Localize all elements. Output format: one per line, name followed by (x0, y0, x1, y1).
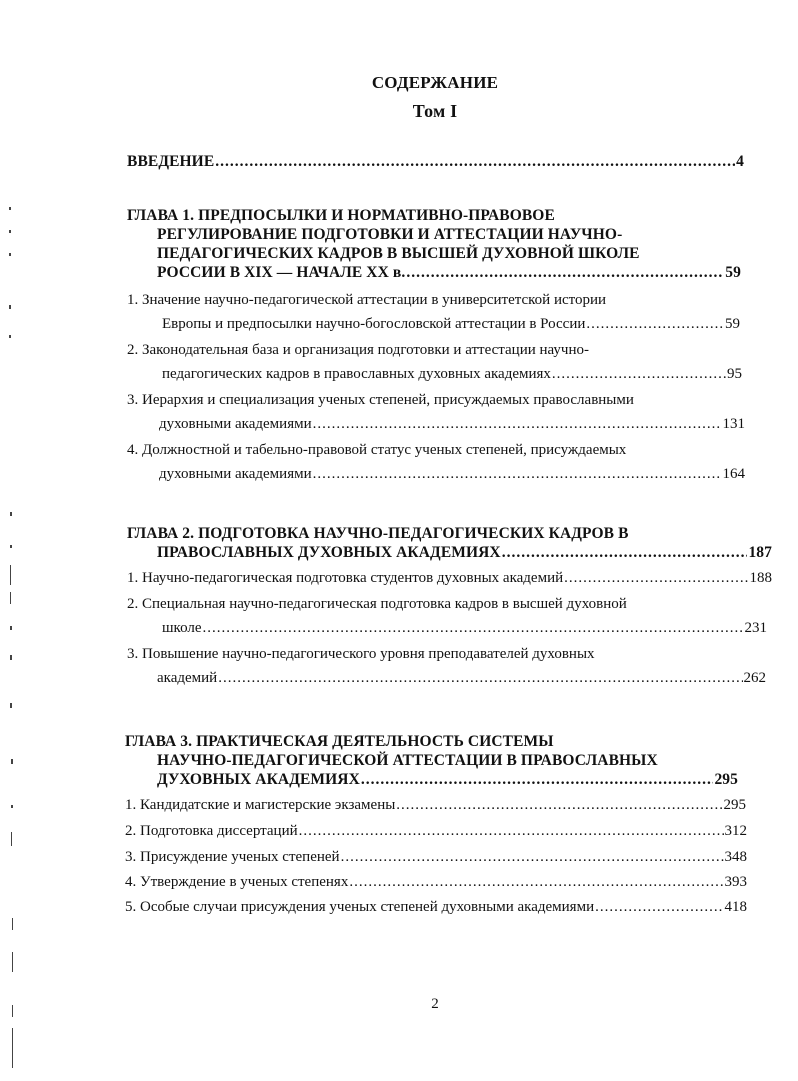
dot-leader (586, 316, 724, 333)
chapter-1-title-line: ПЕДАГОГИЧЕСКИХ КАДРОВ В ВЫСШЕЙ ДУХОВНОЙ ШКОЛЕ (157, 245, 640, 262)
section-title: академий (157, 670, 218, 686)
dot-leader (341, 849, 724, 866)
toc-entry-chapter-3[interactable] (157, 771, 738, 789)
chapter-3-title-line: ГЛАВА 3. ПРАКТИЧЕСКАЯ ДЕЯТЕЛЬНОСТЬ СИСТЕМЫ (125, 733, 554, 750)
toc-entry-section-3-4[interactable] (125, 874, 747, 891)
dot-leader (203, 620, 744, 637)
chapter-1-title-line: РОССИИ В XIX — НАЧАЛЕ XX в. (157, 264, 406, 281)
section-title: 1. Кандидатские и магистерские экзамены (125, 797, 396, 813)
scan-mark (10, 545, 12, 548)
section-title: 1. Научно-педагогическая подготовка студентов духовных академий (127, 570, 564, 586)
toc-entry-section-3-1[interactable] (125, 797, 746, 814)
toc-entry-section-1-1[interactable] (162, 316, 740, 333)
scan-mark (9, 230, 11, 233)
chapter-2-title-line: ПРАВОСЛАВНЫХ ДУХОВНЫХ АКАДЕМИЯХ (157, 544, 501, 561)
toc-entry-section-3-5[interactable] (125, 899, 747, 916)
dot-leader (396, 797, 722, 814)
toc-page-number: 164 (722, 466, 745, 482)
toc-page-number: 188 (749, 570, 772, 586)
page-title: СОДЕРЖАНИЕ (371, 73, 499, 92)
toc-entry-section-1-3[interactable] (159, 416, 745, 433)
scan-mark (9, 305, 11, 309)
toc-entry-chapter-2[interactable] (157, 544, 772, 562)
dot-leader (218, 670, 742, 687)
toc-page-number: 262 (743, 670, 766, 686)
scan-mark (12, 1028, 13, 1068)
scan-mark (9, 253, 11, 256)
scan-mark (11, 759, 13, 764)
scan-mark (10, 703, 12, 708)
dot-leader (595, 899, 723, 916)
section-title: 2. Подготовка диссертаций (125, 823, 298, 839)
toc-page-number: 295 (714, 771, 738, 788)
section-2-3-line: 3. Повышение научно-педагогического уровня преподавателей духовных (127, 646, 595, 662)
scan-mark (10, 565, 11, 585)
dot-leader (564, 570, 748, 587)
toc-entry-section-3-2[interactable] (125, 823, 747, 840)
dot-leader (313, 416, 722, 433)
scan-mark (10, 592, 11, 604)
dot-leader (406, 264, 724, 282)
toc-entry-section-1-2[interactable] (162, 366, 742, 383)
toc-page-number: 295 (723, 797, 746, 813)
dot-leader (313, 466, 722, 483)
toc-page-number: 131 (722, 416, 745, 432)
chapter-2-title-line: ГЛАВА 2. ПОДГОТОВКА НАУЧНО-ПЕДАГОГИЧЕСКИХ КАДРОВ В (127, 525, 629, 542)
section-1-1-line: 1. Значение научно-педагогической аттестации в университетской истории (127, 292, 607, 308)
scan-mark (11, 805, 13, 808)
scan-mark (9, 207, 11, 210)
dot-leader (215, 153, 735, 171)
section-2-2-line: 2. Специальная научно-педагогическая подготовка кадров в высшей духовной (127, 596, 627, 612)
toc-entry-intro[interactable] (127, 153, 744, 171)
dot-leader (299, 823, 724, 840)
section-1-4-line: 4. Должностной и табельно-правовой статус ученых степеней, присуждаемых (127, 442, 627, 458)
scan-mark (10, 512, 12, 516)
section-title: 3. Присуждение ученых степеней (125, 849, 340, 865)
scan-mark (10, 655, 12, 660)
toc-page-number: 312 (724, 823, 747, 839)
section-title: 5. Особые случаи присуждения ученых степеней духовными академиями (125, 899, 595, 915)
chapter-1-title-line: ГЛАВА 1. ПРЕДПОСЫЛКИ И НОРМАТИВНО-ПРАВОВОЕ (127, 207, 555, 224)
toc-entry-section-2-1[interactable] (127, 570, 772, 587)
section-title: духовными академиями (159, 466, 312, 482)
toc-page-number: 348 (724, 849, 747, 865)
toc-page-number: 231 (744, 620, 767, 636)
scan-mark (12, 918, 13, 930)
toc-entry-section-2-3[interactable] (157, 670, 766, 687)
volume-title: Том I (412, 101, 458, 121)
section-title: педагогических кадров в православных духовных академиях (162, 366, 551, 382)
toc-page-number: 59 (725, 316, 740, 332)
toc-page-number: 59 (725, 264, 741, 281)
toc-entry-section-1-4[interactable] (159, 466, 745, 483)
section-1-2-line: 2. Законодательная база и организация подготовки и аттестации научно- (127, 342, 589, 358)
chapter-3-title-line: НАУЧНО-ПЕДАГОГИЧЕСКОЙ АТТЕСТАЦИИ В ПРАВОСЛАВНЫХ (157, 752, 658, 769)
toc-entry-chapter-1[interactable] (157, 264, 741, 282)
dot-leader (349, 874, 723, 891)
scan-mark (12, 952, 13, 972)
section-title: духовными академиями (159, 416, 312, 432)
scan-mark (11, 832, 12, 846)
toc-page-number: 187 (748, 544, 772, 561)
scan-mark (10, 626, 12, 630)
chapter-3-title-line: ДУХОВНЫХ АКАДЕМИЯХ (157, 771, 360, 788)
scan-mark (9, 335, 11, 338)
scan-mark (12, 1005, 13, 1017)
page-number: 2 (431, 996, 439, 1012)
toc-entry-label: ВВЕДЕНИЕ (127, 153, 215, 170)
toc-page-number: 95 (727, 366, 742, 382)
dot-leader (552, 366, 726, 383)
toc-page-number: 393 (724, 874, 747, 890)
toc-entry-section-3-3[interactable] (125, 849, 747, 866)
section-title: 4. Утверждение в ученых степенях (125, 874, 349, 890)
chapter-1-title-line: РЕГУЛИРОВАНИЕ ПОДГОТОВКИ И АТТЕСТАЦИИ НАУЧНО- (157, 226, 623, 243)
section-1-3-line: 3. Иерархия и специализация ученых степеней, присуждаемых православными (127, 392, 634, 408)
toc-entry-section-2-2[interactable] (162, 620, 767, 637)
toc-page-number: 418 (724, 899, 747, 915)
section-title: школе (162, 620, 202, 636)
section-title: Европы и предпосылки научно-богословской аттестации в России (162, 316, 586, 332)
toc-page-number: 4 (736, 153, 744, 170)
dot-leader (361, 771, 714, 789)
dot-leader (502, 544, 748, 562)
